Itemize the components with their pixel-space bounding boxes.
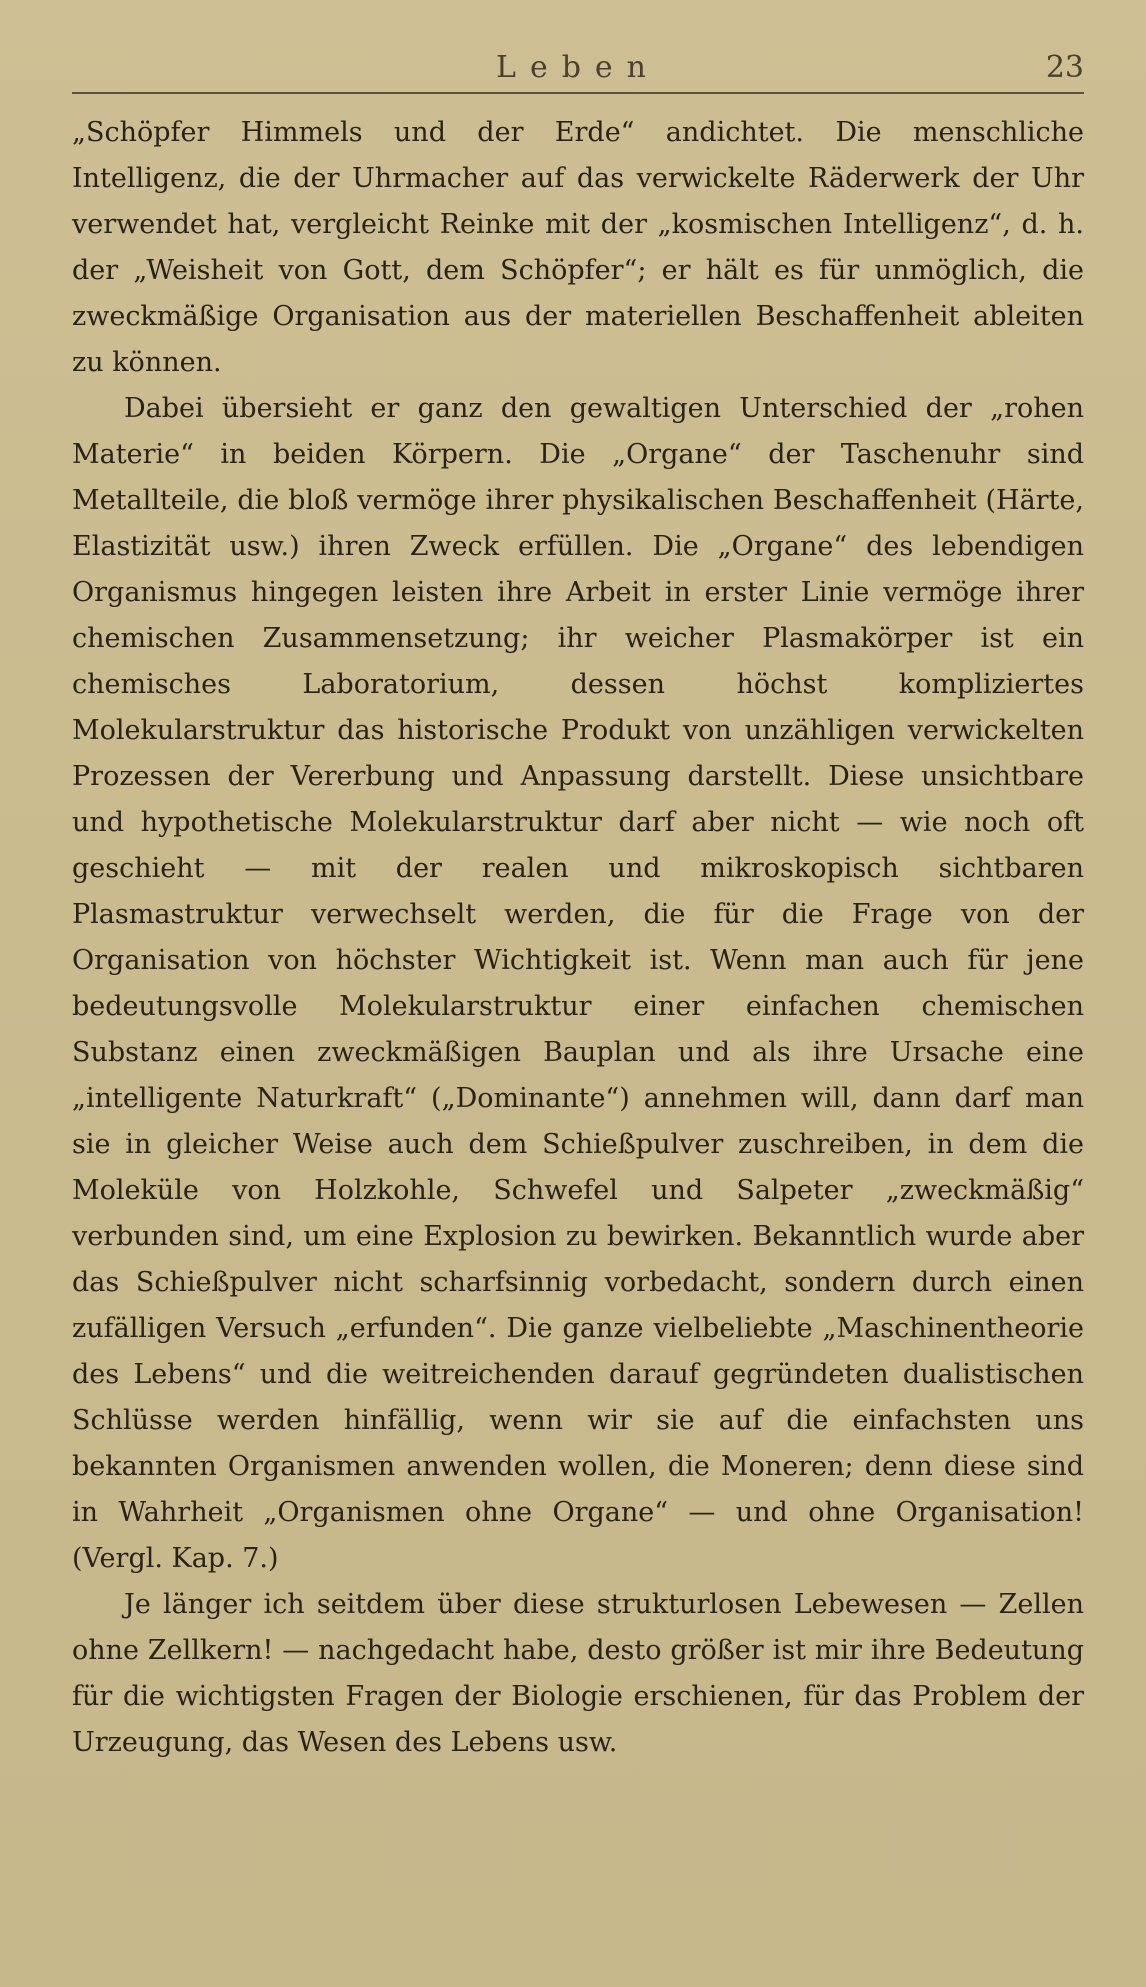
running-title: Leben <box>496 50 660 85</box>
header-rule <box>72 92 1084 94</box>
paragraph-3: Je länger ich seitdem über diese strukturlosen Lebewesen — Zellen ohne Zellkern! — nachgedacht habe, desto größer ist mir ihre Bedeutung für die wichtigsten Fragen der Biologie erschienen, für das Problem der Urzeugung, das Wesen des Lebens usw. <box>72 1589 1084 1758</box>
body-text <box>72 110 1084 1766</box>
paragraph-2: Dabei übersieht er ganz den gewaltigen Unterschied der „rohen Materie“ in beiden Körpern. Die „Organe“ der Taschenuhr sind Metallteile, die bloß vermöge ihrer physikalischen Beschaffenheit (Härte, Elastizität usw.) ihren Zweck erfüllen. Die „Organe“ des lebendigen Organismus hingegen leisten ihre Arbeit in erster Linie vermöge ihrer chemischen Zusammensetzung; ihr weicher Plasmakörper ist ein chemisches Laboratorium, dessen höchst kompliziertes Molekularstruktur das historische Produkt von unzähligen verwickelten Prozessen der Vererbung und Anpassung darstellt. Diese unsichtbare und hypothetische Molekularstruktur darf aber nicht — wie noch oft geschieht — mit der realen und mikroskopisch sichtbaren Plasmastruktur verwechselt werden, die für die Frage von der Organisation von höchster Wichtigkeit ist. Wenn man auch für jene bedeutungsvolle Molekularstruktur einer einfachen chemischen Substanz einen zweckmäßigen Bauplan und als ihre Ursache eine „intelligente Naturkraft“ („Dominante“) annehmen will, dann darf man sie in gleicher Weise auch dem Schießpulver zuschreiben, in dem die Moleküle von Holzkohle, Schwefel und Salpeter „zweckmäßig“ verbunden sind, um eine Explosion zu bewirken. Bekanntlich wurde aber das Schießpulver nicht scharfsinnig vorbedacht, sondern durch einen zufälligen Versuch „erfunden“. Die ganze vielbeliebte „Maschinentheorie des Lebens“ und die weitreichenden darauf gegründeten dualistischen Schlüsse werden hinfällig, wenn wir sie auf die einfachsten uns bekannten Organismen anwenden wollen, die Moneren; denn diese sind in Wahrheit „Organismen ohne Organe“ — und ohne Organisation! (Vergl. Kap. 7.) <box>72 393 1084 1574</box>
paragraph-1: „Schöpfer Himmels und der Erde“ andichtet. Die menschliche Intelligenz, die der Uhrmacher auf das verwickelte Räderwerk der Uhr verwendet hat, vergleicht Reinke mit der „kosmischen Intelligenz“, d. h. der „Weisheit von Gott, dem Schöpfer“; er hält es für unmöglich, die zweckmäßige Organisation aus der materiellen Beschaffenheit ableiten zu können. <box>72 117 1084 378</box>
page-header <box>72 50 1084 90</box>
page-number: 23 <box>1045 50 1084 85</box>
